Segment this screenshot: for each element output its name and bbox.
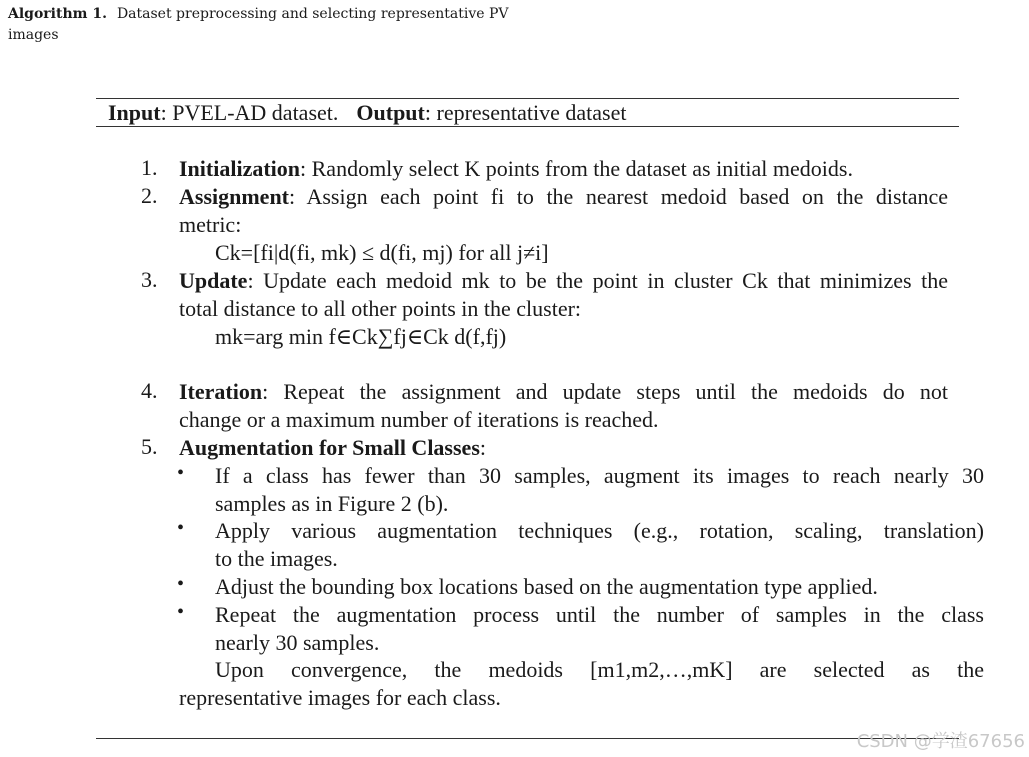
- algorithm-caption: [8, 4, 528, 46]
- header-rule: [96, 126, 959, 127]
- step-text: : Assign each point fi to the nearest medoid based on the distance: [289, 184, 948, 209]
- update-formula: mk=arg min f∈Ck∑fj∈Ck d(f,fj): [215, 324, 507, 349]
- input-label: Input: [108, 100, 161, 125]
- bullet-line: to the images.: [215, 546, 338, 571]
- step-augmentation: [179, 434, 486, 462]
- bullet-line: Apply various augmentation techniques (e.g., rotation, scaling, translation): [215, 518, 984, 543]
- bullet-line: samples as in Figure 2 (b).: [215, 491, 449, 516]
- bottom-rule: [96, 738, 959, 739]
- step-assignment-line2: metric:: [179, 212, 242, 237]
- step-title: Update: [179, 268, 248, 293]
- closing-line2: representative images for each class.: [179, 685, 501, 710]
- watermark: CSDN @学渣67656: [856, 731, 1025, 752]
- step-update-line1: [179, 267, 948, 295]
- output-text: : representative dataset: [424, 100, 627, 125]
- bullet-line: If a class has fewer than 30 samples, augment its images to reach nearly 30: [215, 463, 984, 488]
- step-text: : Randomly select K points from the dataset as initial medoids.: [300, 156, 853, 181]
- algorithm-title-line2: images: [8, 27, 59, 43]
- step-number: 3.: [141, 267, 158, 292]
- step-iteration-line1: [179, 378, 948, 406]
- step-assignment-line1: [179, 183, 948, 211]
- input-text: : PVEL-AD dataset.: [160, 100, 339, 125]
- step-number: 5.: [141, 434, 158, 459]
- step-initialization: [179, 155, 853, 183]
- step-title: Augmentation for Small Classes: [179, 435, 480, 460]
- bullet-icon: •: [177, 573, 185, 595]
- input-output-line: [108, 98, 626, 126]
- step-number: 4.: [141, 378, 158, 403]
- step-iteration-line2: change or a maximum number of iterations is reached.: [179, 407, 659, 432]
- step-text: : Repeat the assignment and update steps until the medoids do not: [262, 379, 948, 404]
- bullet-line: Adjust the bounding box locations based on the augmentation type applied.: [215, 574, 878, 599]
- closing-line1: Upon convergence, the medoids [m1,m2,…,mK] are selected as the: [215, 657, 984, 682]
- step-title: Iteration: [179, 379, 263, 404]
- output-label: Output: [356, 100, 425, 125]
- algorithm-label: Algorithm 1.: [8, 6, 107, 22]
- assignment-formula: Ck=[fi|d(fi, mk) ≤ d(fi, mj) for all j≠i]: [215, 240, 549, 265]
- step-title: Initialization: [179, 156, 301, 181]
- bullet-icon: •: [177, 601, 185, 623]
- step-number: 1.: [141, 155, 158, 180]
- step-update-line2: total distance to all other points in the cluster:: [179, 296, 582, 321]
- step-title: Assignment: [179, 184, 290, 209]
- bullet-line: nearly 30 samples.: [215, 630, 380, 655]
- step-text: : Update each medoid mk to be the point in cluster Ck that minimizes the: [247, 268, 948, 293]
- step-text: :: [479, 435, 487, 460]
- bullet-icon: •: [177, 517, 185, 539]
- bullet-icon: •: [177, 462, 185, 484]
- bullet-line: Repeat the augmentation process until the number of samples in the class: [215, 602, 984, 627]
- step-number: 2.: [141, 183, 158, 208]
- algorithm-title-line1: Dataset preprocessing and selecting representative PV: [116, 6, 509, 22]
